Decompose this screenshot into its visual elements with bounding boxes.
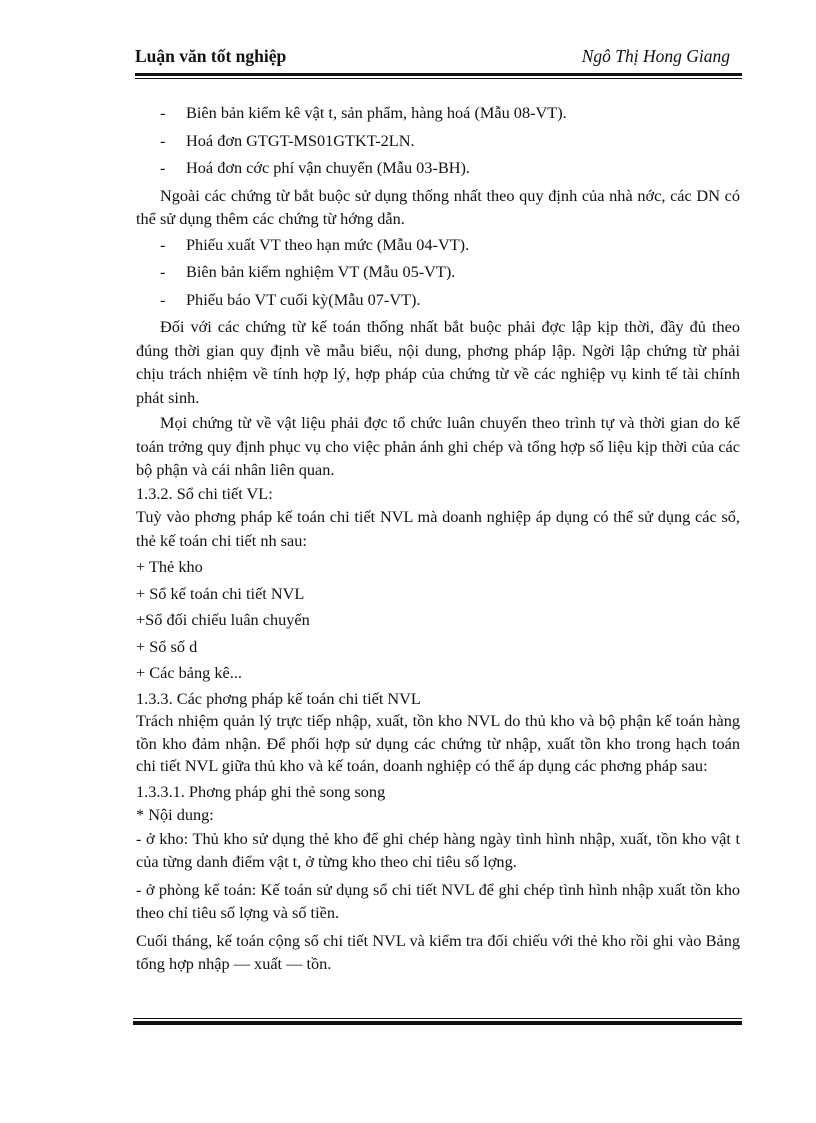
list-item: + Thẻ kho	[136, 557, 203, 576]
paragraph: - ở phòng kế toán: Kế toán sử dụng sổ chi tiết NVL để ghi chép tình hình nhập xuất tồn kho theo chỉ tiêu số lợng và số tiền.	[136, 879, 740, 922]
bullet-item: - Biên bản kiểm nghiệm VT (Mẫu 05-VT).	[136, 260, 740, 284]
bullet-item: - Hoá đơn GTGT-MS01GTKT-2LN.	[136, 129, 740, 153]
author-name: Ngô Thị Hong Giang	[581, 46, 730, 66]
bullet-dash: -	[160, 289, 166, 309]
list-item: +Sổ đối chiếu luân chuyển	[136, 610, 310, 629]
document-title: Luận văn tốt nghiệp	[135, 46, 287, 66]
header-rule-thick	[135, 73, 742, 76]
list-item: + Các bảng kê...	[136, 663, 242, 682]
page-body	[136, 101, 740, 976]
bullet-item: - Phiếu xuất VT theo hạn mức (Mẫu 04-VT).	[136, 233, 740, 257]
paragraph: Cuối tháng, kế toán cộng sổ chi tiết NVL và kiểm tra đối chiếu với thẻ kho rồi ghi vào Bảng tổng hợp nhập — xuất — tồn.	[136, 930, 740, 973]
page-header	[135, 46, 742, 72]
section-heading: 1.3.3.1. Phơng pháp ghi thẻ song song	[136, 781, 386, 801]
section-heading: 1.3.3. Các phơng pháp kế toán chi tiết NVL	[136, 688, 421, 708]
bullet-item: - Biên bản kiểm kê vật t, sản phẩm, hàng hoá (Mẫu 08-VT).	[136, 101, 740, 125]
paragraph: Tuỳ vào phơng pháp kế toán chi tiết NVL mà doanh nghiệp áp dụng có thể sử dụng các sổ, thẻ kế toán chi tiết nh sau:	[136, 507, 740, 550]
section-heading: 1.3.2. Sổ chi tiết VL:	[136, 483, 273, 503]
paragraph: Trách nhiệm quản lý trực tiếp nhập, xuất, tồn kho NVL do thủ kho và bộ phận kế toán hàng tồn kho đảm nhận. Để phối hợp sử dụng các chứng từ nhập, xuất tồn kho trong hạch toán chi tiết NVL giữa thủ kho và kế toán, doanh nghiệp có thể áp dụng các phơng pháp sau:	[136, 711, 740, 775]
paragraph: Ngoài các chứng từ bắt buộc sử dụng thống nhất theo quy định của nhà nớc, các DN có thể sử dụng thêm các chứng từ hớng dẫn.	[136, 185, 740, 228]
bullet-dash: -	[160, 130, 166, 150]
bullet-dash: -	[160, 262, 166, 281]
bullet-dash: -	[160, 158, 166, 177]
list-item: + Sổ số d	[136, 636, 198, 656]
footer-rule-thin	[133, 1018, 742, 1019]
bullet-item: - Phiếu báo VT cuối kỳ(Mẫu 07-VT).	[136, 288, 740, 312]
header-rule-thin	[135, 78, 742, 79]
paragraph: Mọi chứng từ về vật liệu phải đợc tổ chức luân chuyển theo trình tự và thời gian do kế toán trởng quy định phục vụ cho việc phản ánh ghi chép và tổng hợp số liệu kịp thời của các bộ phận và cái nhân liên quan.	[136, 413, 740, 479]
list-item: + Sổ kế toán chi tiết NVL	[136, 583, 305, 603]
paragraph: Đối với các chứng từ kế toán thống nhất bắt buộc phải đợc lập kịp thời, đầy đủ theo đúng thời gian quy định về mẫu biểu, nội dung, phơng pháp lập. Ngời lập chứng từ phải chịu trách nhiệm về tính hợp lý, hợp pháp của chứng từ về các nghiệp vụ kinh tế tài chính phát sinh.	[136, 317, 740, 407]
bullet-dash: -	[160, 234, 166, 254]
content-label: * Nội dung:	[136, 805, 214, 824]
footer-rule-thick	[133, 1021, 742, 1025]
bullet-item: - Hoá đơn cớc phí vận chuyển (Mẫu 03-BH).	[136, 156, 740, 180]
bullet-dash: -	[160, 103, 166, 122]
paragraph: - ở kho: Thủ kho sử dụng thẻ kho để ghi chép hàng ngày tình hình nhập, xuất, tồn kho vật t của từng danh điểm vật t, ở từng kho theo chỉ tiêu số lợng.	[136, 828, 740, 871]
